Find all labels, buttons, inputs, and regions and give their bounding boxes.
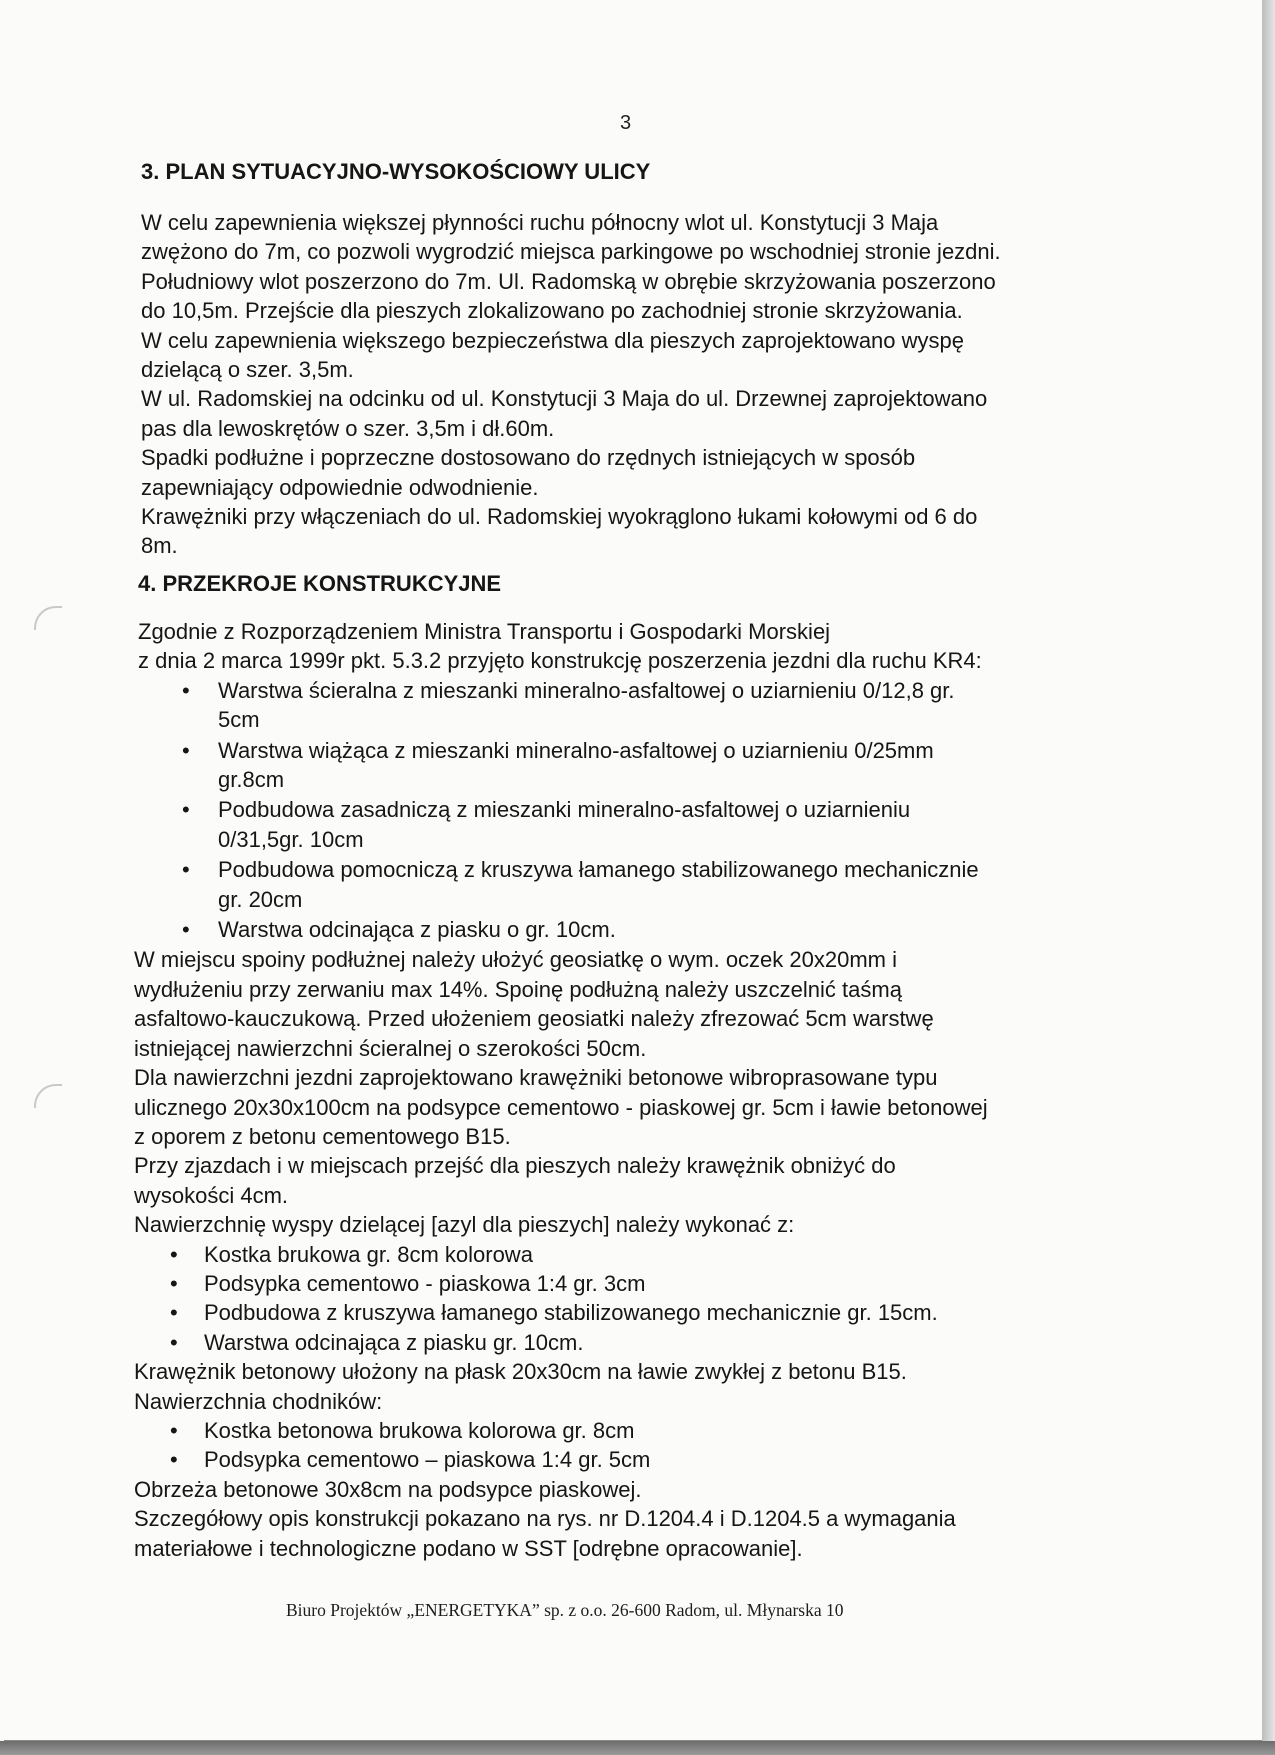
road-layers-list xyxy=(134,676,1134,945)
text-line: zwężono do 7m, co pozwoli wygrodzić miejsca parkingowe po wschodniej stronie jezdni. xyxy=(141,239,1001,265)
list-item: • Kostka betonowa brukowa kolorowa gr. 8cm xyxy=(134,1416,1134,1445)
list-item-line: • Warstwa wiążąca z mieszanki mineralno-asfaltowej o uziarnieniu 0/25mm xyxy=(218,737,934,763)
text-line: asfaltowo-kauczukową. Przed ułożeniem geosiatki należy zfrezować 5cm warstwę xyxy=(134,1006,934,1032)
text-line: 8m. xyxy=(141,533,178,559)
sidewalk-layers-list xyxy=(134,1416,1134,1475)
list-item xyxy=(134,915,1134,944)
list-item-line: • Warstwa ścieralna z mieszanki mineralno-asfaltowej o uziarnieniu 0/12,8 gr. xyxy=(218,677,955,703)
section-4-heading: 4. PRZEKROJE KONSTRUKCYJNE xyxy=(138,571,502,596)
text-line: z oporem z betonu cementowego B15. xyxy=(134,1123,511,1149)
text-line: Szczegółowy opis konstrukcji pokazano na rys. nr D.1204.4 i D.1204.5 a wymagania xyxy=(134,1506,956,1532)
list-item-line: • Warstwa odcinająca z piasku o gr. 10cm. xyxy=(218,917,616,943)
text-line: W celu zapewnienia większej płynności ruchu północny wlot ul. Konstytucji 3 Maja xyxy=(141,210,939,235)
text-line: Zgodnie z Rozporządzeniem Ministra Transportu i Gospodarki Morskiej xyxy=(138,619,831,644)
text-line: dzielącą o szer. 3,5m. xyxy=(141,357,354,383)
text-line: W miejscu spoiny podłużnej należy ułożyć geosiatkę o wym. oczek 20x20mm i xyxy=(134,947,897,973)
text-line: materiałowe i technologiczne podano w SST [odrębne opracowanie]. xyxy=(134,1535,803,1561)
text-line: ulicznego 20x30x100cm na podsypce cementowo - piaskowej gr. 5cm i ławie betonowej xyxy=(134,1094,988,1120)
scan-edge-bottom xyxy=(0,1741,1275,1755)
list-item xyxy=(134,795,1134,854)
section-3-body xyxy=(141,208,1141,561)
page-footer: Biuro Projektów „ENERGETYKA” sp. z o.o. 26-600 Radom, ul. Młynarska 10 xyxy=(286,1600,844,1620)
text-line: wysokości 4cm. xyxy=(134,1182,289,1208)
list-item-line: 0/31,5gr. 10cm xyxy=(218,826,364,852)
page-number: 3 xyxy=(620,112,632,134)
text-line: Południowy wlot poszerzono do 7m. Ul. Radomską w obrębie skrzyżowania poszerzono xyxy=(141,268,996,294)
text-line: do 10,5m. Przejście dla pieszych zlokalizowano po zachodniej stronie skrzyżowania. xyxy=(141,298,963,324)
section-4 xyxy=(134,569,1134,1563)
list-item: • Warstwa odcinająca z piasku gr. 10cm. xyxy=(134,1328,1134,1357)
list-item: • Podbudowa z kruszywa łamanego stabilizowanego mechanicznie gr. 15cm. xyxy=(134,1298,1134,1327)
list-item-line: gr.8cm xyxy=(218,767,285,793)
list-item xyxy=(134,736,1134,795)
text-line: Obrzeża betonowe 30x8cm na podsypce piaskowej. xyxy=(134,1476,642,1502)
list-item xyxy=(134,676,1134,735)
text-line: Nawierzchnia chodników: xyxy=(134,1388,383,1414)
text-line: Krawężnik betonowy ułożony na płask 20x30cm na ławie zwykłej z betonu B15. xyxy=(134,1359,907,1385)
text-line: W celu zapewnienia większego bezpieczeństwa dla pieszych zaprojektowano wyspę xyxy=(141,327,964,353)
section-3-heading: 3. PLAN SYTUACYJNO-WYSOKOŚCIOWY ULICY xyxy=(141,159,651,184)
list-item-line: 5cm xyxy=(218,707,260,733)
text-line: Przy zjazdach i w miejscach przejść dla pieszych należy krawężnik obniżyć do xyxy=(134,1153,896,1179)
section-3 xyxy=(141,157,1141,561)
text-line: Spadki podłużne i poprzeczne dostosowano do rzędnych istniejących w sposób xyxy=(141,445,916,471)
scan-edge-right xyxy=(1262,0,1275,1755)
text-line: wydłużeniu przy zerwaniu max 14%. Spoinę podłużną należy uszczelnić taśmą xyxy=(134,976,902,1002)
section-4-paragraph xyxy=(134,1475,1134,1563)
list-item-line: • Podbudowa pomocniczą z kruszywa łamanego stabilizowanego mechanicznie xyxy=(218,857,979,883)
list-item: • Podsypka cementowo - piaskowa 1:4 gr. 3cm xyxy=(134,1269,1134,1298)
text-line: istniejącej nawierzchni ścieralnej o szerokości 50cm. xyxy=(134,1035,647,1061)
section-4-intro xyxy=(138,617,1134,676)
section-4-paragraph xyxy=(134,1357,1134,1416)
text-line: Nawierzchnię wyspy dzielącej [azyl dla pieszych] należy wykonać z: xyxy=(134,1212,795,1238)
island-layers-list xyxy=(134,1240,1134,1358)
text-line: pas dla lewoskrętów o szer. 3,5m i dł.60m. xyxy=(141,415,555,441)
text-line: zapewniający odpowiednie odwodnienie. xyxy=(141,474,539,500)
list-item: • Kostka brukowa gr. 8cm kolorowa xyxy=(134,1240,1134,1269)
list-item xyxy=(134,855,1134,914)
text-line: W ul. Radomskiej na odcinku od ul. Konstytucji 3 Maja do ul. Drzewnej zaprojektowano xyxy=(141,386,988,412)
text-line: Krawężniki przy włączeniach do ul. Radomskiej wyokrąglono łukami kołowymi od 6 do xyxy=(141,504,978,530)
section-4-paragraph xyxy=(134,945,1134,1239)
text-line: Dla nawierzchni jezdni zaprojektowano krawężniki betonowe wibroprasowane typu xyxy=(134,1065,938,1091)
text-line: z dnia 2 marca 1999r pkt. 5.3.2 przyjęto konstrukcję poszerzenia jezdni dla ruchu KR4: xyxy=(138,648,982,674)
list-item: • Podsypka cementowo – piaskowa 1:4 gr. 5cm xyxy=(134,1445,1134,1474)
list-item-line: • Podbudowa zasadniczą z mieszanki mineralno-asfaltowej o uziarnieniu xyxy=(218,797,911,823)
list-item-line: gr. 20cm xyxy=(218,886,303,912)
